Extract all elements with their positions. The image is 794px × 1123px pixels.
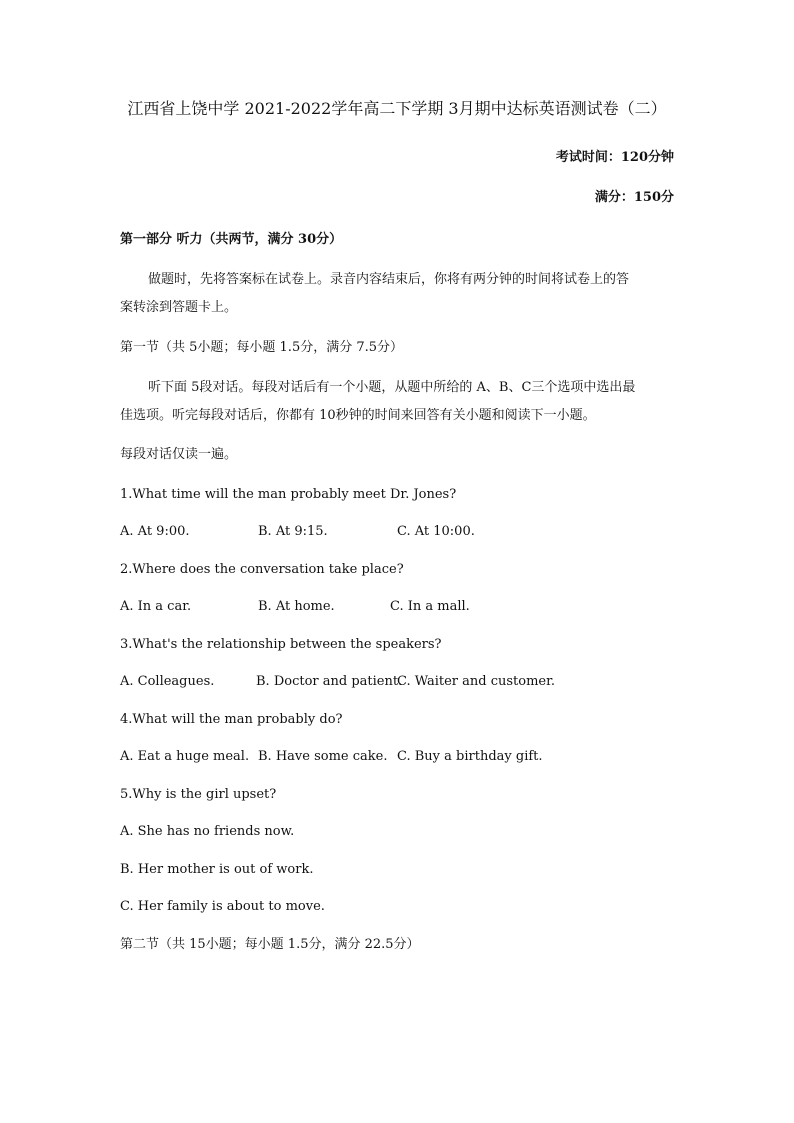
question-stem-1: 1.What time will the man probably meet Dr. Jones? — [120, 487, 457, 502]
exam-score: 满分：150分 — [594, 190, 674, 205]
section1-instr-line1: 听下面 5段对话。每段对话后有一个小题，从题中所给的 A、B、C三个选项中选出最 — [148, 380, 636, 395]
q2-option-a: A. In a car. — [120, 599, 192, 614]
question-stem-4: 4.What will the man probably do? — [120, 712, 343, 727]
q3-option-a: A. Colleagues. — [120, 674, 215, 689]
q5-option-b: B. Her mother is out of work. — [120, 862, 314, 877]
q2-option-c: C. In a mall. — [390, 599, 470, 614]
q3-option-b: B. Doctor and patient. — [256, 674, 403, 689]
question-stem-3: 3.What's the relationship between the speakers? — [120, 637, 442, 652]
q3-option-c: C. Waiter and customer. — [397, 674, 556, 689]
part1-intro-line2: 案转涂到答题卡上。 — [120, 300, 238, 315]
q5-option-c: C. Her family is about to move. — [120, 899, 325, 914]
exam-time: 考试时间：120分钟 — [555, 150, 674, 165]
q4-option-c: C. Buy a birthday gift. — [397, 749, 543, 764]
q1-option-b: B. At 9:15. — [258, 524, 328, 539]
exam-title: 江西省上饶中学 2021-2022学年高二下学期 3月期中达标英语测试卷（二） — [127, 99, 667, 118]
q4-option-a: A. Eat a huge meal. — [120, 749, 250, 764]
part1-heading: 第一部分 听力（共两节，满分 30分） — [120, 232, 343, 247]
section1-instr-line2: 佳选项。听完每段对话后，你都有 10秒钟的时间来回答有关小题和阅读下一小题。 — [120, 408, 596, 423]
section1-note: 每段对话仅读一遍。 — [120, 447, 238, 462]
section2-heading: 第二节（共 15小题；每小题 1.5分，满分 22.5分） — [120, 937, 420, 952]
q1-option-c: C. At 10:00. — [397, 524, 475, 539]
section1-heading: 第一节（共 5小题；每小题 1.5分，满分 7.5分） — [120, 340, 404, 355]
question-stem-2: 2.Where does the conversation take place? — [120, 562, 404, 577]
question-stem-5: 5.Why is the girl upset? — [120, 787, 277, 802]
q4-option-b: B. Have some cake. — [258, 749, 388, 764]
q2-option-b: B. At home. — [258, 599, 335, 614]
q5-option-a: A. She has no friends now. — [120, 824, 295, 839]
part1-intro-line1: 做题时，先将答案标在试卷上。录音内容结束后，你将有两分钟的时间将试卷上的答 — [148, 272, 630, 287]
q1-option-a: A. At 9:00. — [120, 524, 190, 539]
